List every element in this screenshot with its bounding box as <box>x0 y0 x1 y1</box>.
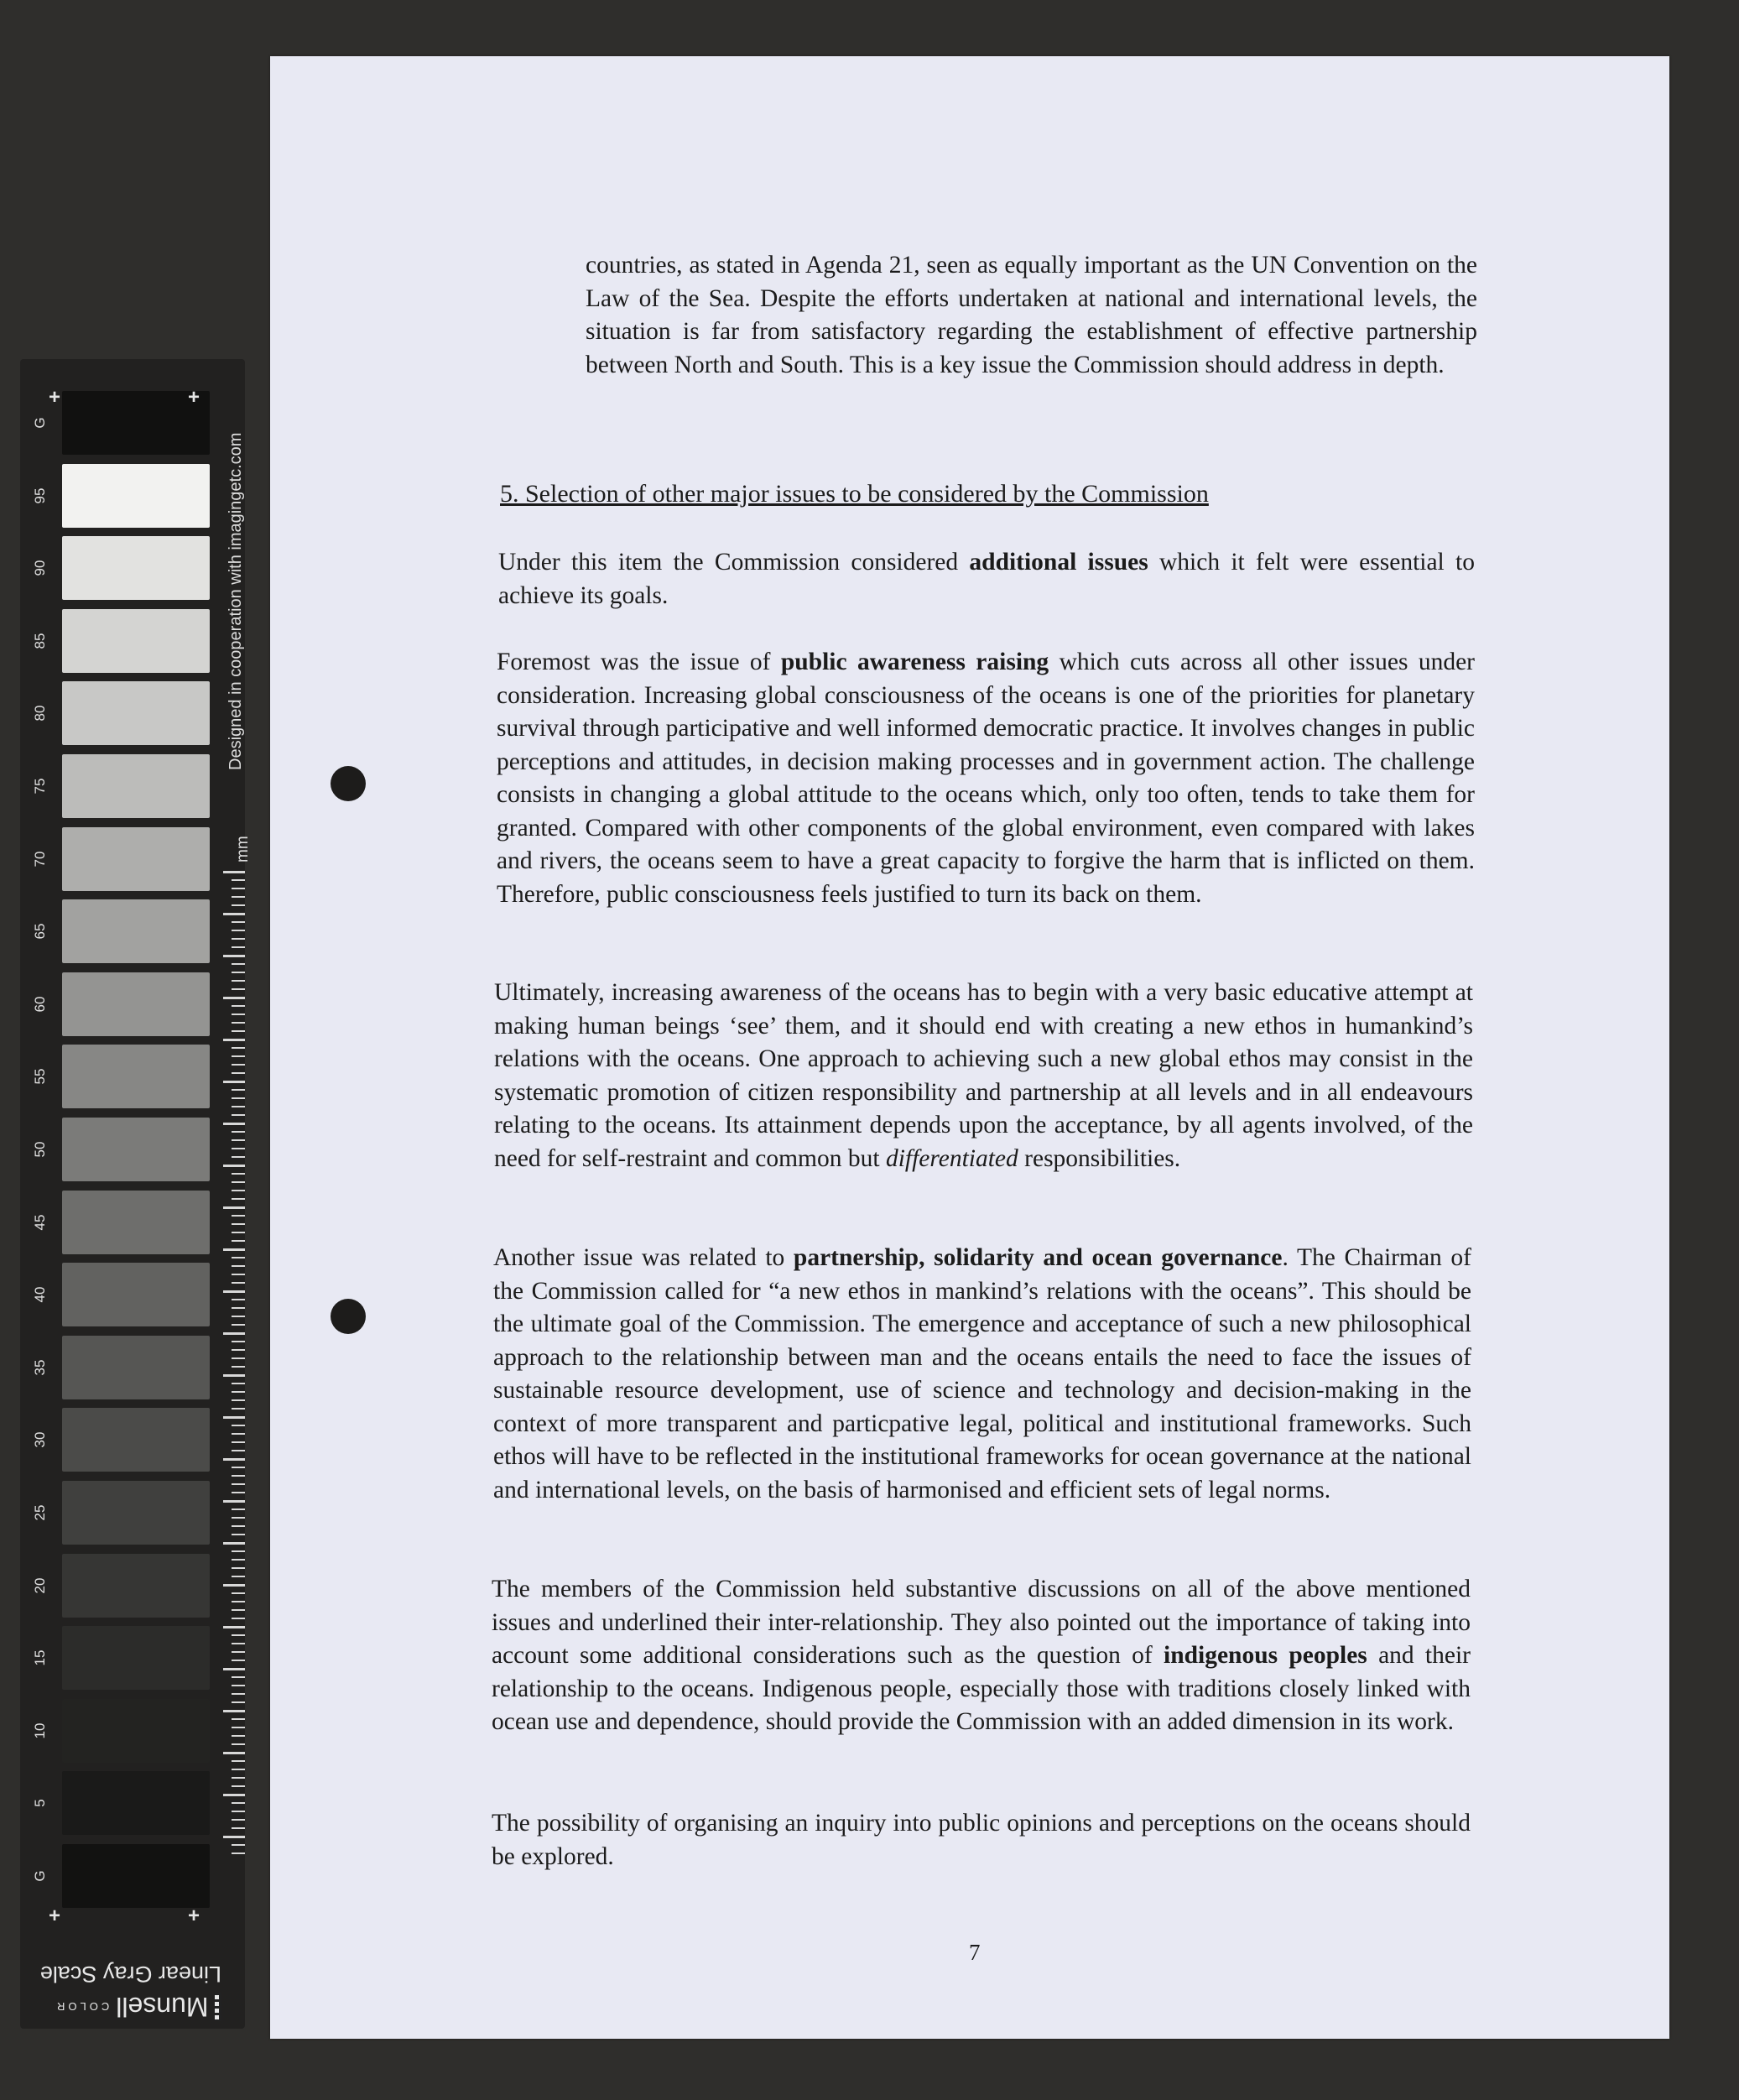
plus-mark: + <box>188 1905 200 1927</box>
gray-patch <box>62 1045 210 1108</box>
section-heading: 5. Selection of other major issues to be considered by the Commission <box>500 480 1209 508</box>
gray-scale-label: 60 <box>32 996 48 1013</box>
designed-label: Designed in cooperation with imagingetc.com <box>226 432 245 770</box>
mm-ruler-major <box>220 871 245 1861</box>
gray-scale-label: 90 <box>32 560 48 576</box>
gray-scale-label: 45 <box>32 1214 48 1231</box>
brand-wrap <box>54 1988 221 2025</box>
gray-scale-label: 40 <box>32 1286 48 1303</box>
gray-scale-label: 80 <box>32 705 48 722</box>
gray-patch <box>62 827 210 891</box>
paragraph-4: Another issue was related to partnership, solidarity and ocean governance. The Chairman of the Commission called for “a new ethos in mankind’s relations with the oceans”. This should be the ultimate goal of the Commission. The emergence and acceptance of such a new philosophical approach to the relationship between man and the oceans entails the need to face the issues of sustainable resource development, use of science and technology and decision-making in the context of more transparent and particpative legal, political and institutional frameworks. Such ethos will have to be reflected in the institutional frameworks for ocean governance at the national and international levels, on the basis of harmonised and efficient sets of legal norms. <box>493 1244 1471 1503</box>
plus-mark: + <box>49 386 61 409</box>
gray-patch <box>62 464 210 528</box>
paragraph-2: Foremost was the issue of public awareness raising which cuts across all other issues under consideration. Increasing global consciousness of the oceans is one of the priorities for planetary survival through participative and well informed democratic practice. It involves changes in public perceptions and attitudes, in decision making processes and in government action. The challenge consists in changing a global attitude to the oceans which, only too often, tends to take them for granted. Compared with other components of the global environment, even compared with lakes and rivers, the oceans seem to have a great capacity to forgive the harm that is inflicted on them. Therefore, public consciousness feels justified to turn its back on them. <box>497 649 1475 908</box>
gray-patch <box>62 1554 210 1618</box>
gray-scale-label: 85 <box>32 633 48 649</box>
plus-mark: + <box>188 386 200 409</box>
gray-scale-label: 35 <box>32 1359 48 1376</box>
document-page <box>270 56 1669 2039</box>
gray-patch <box>62 1263 210 1326</box>
gray-patch <box>62 972 210 1036</box>
gray-scale-label: 50 <box>32 1141 48 1158</box>
gray-scale-label: 10 <box>32 1722 48 1739</box>
paragraph-3: Ultimately, increasing awareness of the oceans has to begin with a very basic educative attempt at making human beings ‘see’ them, and it should end with creating a new ethos in humankind’s relations with the oceans. One approach to achieving such a new global ethos may consist in the systematic promotion of citizen responsibility and partnership at all levels and in all endeavours relating to the oceans. Its attainment depends upon the acceptance, by all agents involved, of the need for self-restraint and common but differentiated responsibilities. <box>494 979 1473 1172</box>
scale-name-wrap <box>39 1953 221 1987</box>
gray-patch <box>62 1191 210 1254</box>
gray-scale-label: 5 <box>32 1799 48 1808</box>
gray-scale-label: 75 <box>32 778 48 795</box>
brand-sub: COLOR <box>54 2000 110 2014</box>
punch-hole <box>331 1299 366 1334</box>
gray-scale-label: G <box>32 417 48 429</box>
gray-scale-label: 30 <box>32 1431 48 1448</box>
gray-scale-label: 70 <box>32 851 48 868</box>
munsell-logo-icon <box>216 1993 222 2021</box>
gray-scale-label: 20 <box>32 1577 48 1594</box>
gray-patch <box>62 609 210 673</box>
page-number: 7 <box>969 1940 981 1965</box>
punch-hole <box>331 766 366 801</box>
gray-patch <box>62 899 210 963</box>
gray-patch <box>62 1699 210 1763</box>
gray-scale-label: 55 <box>32 1068 48 1085</box>
gray-scale-label: 25 <box>32 1504 48 1521</box>
scale-name: Linear Gray Scale <box>39 1962 221 1987</box>
gray-patch <box>62 681 210 745</box>
plus-mark: + <box>49 1905 61 1927</box>
gray-patch <box>62 1626 210 1690</box>
gray-patch <box>62 536 210 600</box>
gray-scale-card <box>20 359 252 2029</box>
gray-patch <box>62 1336 210 1399</box>
gray-patch <box>62 1771 210 1835</box>
gray-scale-label: 65 <box>32 923 48 940</box>
gray-patch <box>62 1481 210 1545</box>
gray-patch <box>62 1118 210 1181</box>
gray-patch <box>62 1844 210 1908</box>
paragraph-1: Under this item the Commission considered additional issues which it felt were essential to achieve its goals. <box>498 549 1475 609</box>
paragraph-6: The possibility of organising an inquiry into public opinions and perceptions on the oceans should be explored. <box>492 1810 1471 1870</box>
paragraph-5: The members of the Commission held substantive discussions on all of the above mentioned issues and underlined their inter-relationship. They also pointed out the importance of taking into account some additional considerations such as the question of indigenous peoples and their relationship to the oceans. Indigenous people, especially those with traditions closely linked with ocean use and dependence, should provide the Commission with an added dimension in its work. <box>492 1576 1471 1735</box>
gray-scale-label: G <box>32 1870 48 1882</box>
gray-patch <box>62 754 210 818</box>
gray-scale-label: 95 <box>32 487 48 504</box>
intro-paragraph: countries, as stated in Agenda 21, seen as equally important as the UN Convention on the Law of the Sea. Despite the efforts undertaken at national and international levels, the situation is far from satisfactory regarding the establishment of effective partnership between North and South. This is a key issue the Commission should address in depth. <box>586 252 1477 378</box>
gray-scale-label: 15 <box>32 1649 48 1666</box>
gray-patch <box>62 1408 210 1472</box>
brand-name: Munsell <box>116 1992 209 2023</box>
mm-label: mm <box>234 836 252 862</box>
